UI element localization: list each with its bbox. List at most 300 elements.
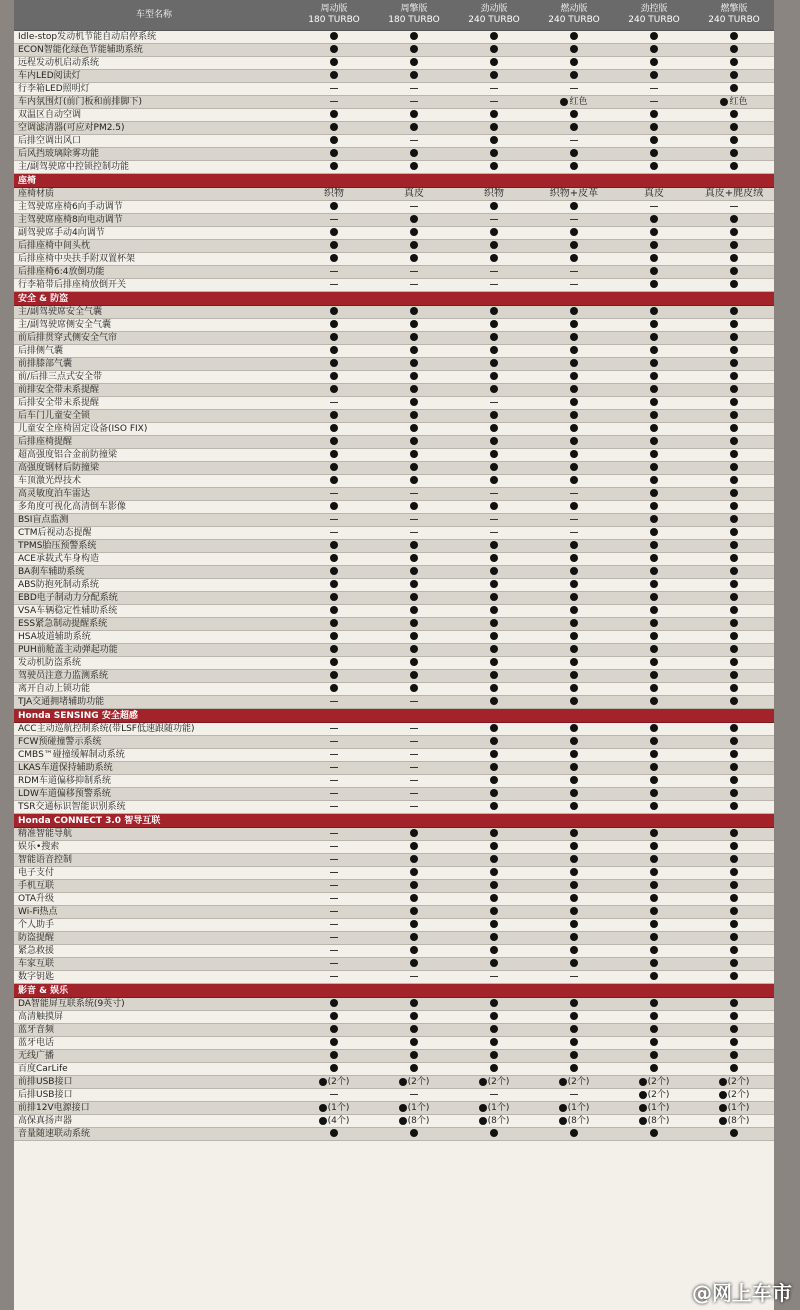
table-row [14, 762, 774, 775]
table-row [14, 306, 774, 319]
feature-value [614, 736, 694, 749]
feature-value [454, 945, 534, 958]
feature-value [374, 514, 454, 527]
feature-value [694, 501, 774, 514]
value-note: (2个) [407, 1076, 430, 1087]
standard-dot-icon [730, 110, 738, 118]
table-row [14, 371, 774, 384]
table-row [14, 423, 774, 436]
value-note: (8个) [567, 1115, 590, 1126]
feature-value [694, 70, 774, 83]
standard-dot-icon [490, 580, 498, 588]
table-row [14, 266, 774, 279]
feature-value [374, 96, 454, 109]
standard-dot-icon [410, 933, 418, 941]
trim-engine: 240 TURBO [628, 15, 680, 25]
standard-dot-icon [490, 868, 498, 876]
feature-value [454, 527, 534, 540]
feature-label: 行李箱带后排座椅放倒开关 [14, 279, 294, 292]
standard-dot-icon [570, 881, 578, 889]
feature-value [294, 553, 374, 566]
feature-value [294, 566, 374, 579]
not-available-dash-icon [490, 101, 498, 102]
not-available-dash-icon [570, 976, 578, 977]
feature-value [534, 1089, 614, 1102]
standard-dot-icon [650, 515, 658, 523]
table-row [14, 57, 774, 70]
standard-dot-icon [330, 437, 338, 445]
not-available-dash-icon [410, 493, 418, 494]
feature-value [454, 1115, 534, 1128]
standard-dot-icon [479, 1078, 487, 1086]
standard-dot-icon [410, 894, 418, 902]
standard-dot-icon [490, 763, 498, 771]
table-row [14, 801, 774, 814]
not-available-dash-icon [330, 976, 338, 977]
not-available-dash-icon [330, 101, 338, 102]
standard-dot-icon [650, 136, 658, 144]
not-available-dash-icon [330, 741, 338, 742]
table-row [14, 527, 774, 540]
feature-label: 紧急救援 [14, 945, 294, 958]
table-row [14, 1050, 774, 1063]
feature-value [294, 971, 374, 984]
standard-dot-icon [410, 254, 418, 262]
feature-value [694, 410, 774, 423]
standard-dot-icon [730, 776, 738, 784]
standard-dot-icon [730, 254, 738, 262]
feature-value [534, 449, 614, 462]
feature-value [374, 449, 454, 462]
standard-dot-icon [490, 697, 498, 705]
feature-value [454, 449, 534, 462]
feature-value [294, 83, 374, 96]
trim-name: 劲动版 [480, 4, 508, 14]
feature-value [374, 397, 454, 410]
feature-value [694, 592, 774, 605]
feature-label: 离开自动上锁功能 [14, 683, 294, 696]
standard-dot-icon [650, 907, 658, 915]
feature-value [694, 618, 774, 631]
feature-value [294, 266, 374, 279]
standard-dot-icon [650, 424, 658, 432]
standard-dot-icon [570, 619, 578, 627]
feature-value [694, 749, 774, 762]
feature-value [694, 644, 774, 657]
trim-engine: 240 TURBO [548, 15, 600, 25]
feature-value [534, 945, 614, 958]
standard-dot-icon [570, 829, 578, 837]
standard-dot-icon [570, 632, 578, 640]
feature-value [694, 161, 774, 174]
feature-value [294, 332, 374, 345]
standard-dot-icon [410, 424, 418, 432]
feature-value [294, 592, 374, 605]
feature-value [614, 1076, 694, 1089]
standard-dot-icon [730, 398, 738, 406]
value-note: 红色 [569, 96, 588, 107]
feature-value [694, 828, 774, 841]
feature-value [614, 148, 694, 161]
feature-value [694, 148, 774, 161]
feature-value [374, 1011, 454, 1024]
standard-dot-icon [650, 1012, 658, 1020]
feature-value [694, 122, 774, 135]
standard-dot-icon [490, 907, 498, 915]
value-note: (2个) [487, 1076, 510, 1087]
feature-value [374, 1089, 454, 1102]
standard-dot-icon [730, 1064, 738, 1072]
table-row [14, 631, 774, 644]
not-available-dash-icon [490, 519, 498, 520]
feature-value [294, 306, 374, 319]
feature-value [374, 723, 454, 736]
standard-dot-icon [330, 385, 338, 393]
feature-value [374, 148, 454, 161]
standard-dot-icon [730, 515, 738, 523]
standard-dot-icon [730, 920, 738, 928]
standard-dot-icon [730, 372, 738, 380]
feature-value [454, 332, 534, 345]
standard-dot-icon [410, 307, 418, 315]
standard-dot-icon [490, 463, 498, 471]
feature-value [614, 1063, 694, 1076]
feature-value [374, 122, 454, 135]
standard-dot-icon [650, 71, 658, 79]
feature-value [614, 371, 694, 384]
standard-dot-icon [490, 959, 498, 967]
feature-value [694, 96, 774, 109]
feature-value [294, 135, 374, 148]
feature-label: 空调滤清器(可应对PM2.5) [14, 122, 294, 135]
feature-label: 主驾驶席座椅6向手动调节 [14, 201, 294, 214]
standard-dot-icon [730, 802, 738, 810]
standard-dot-icon [330, 684, 338, 692]
feature-value [374, 1050, 454, 1063]
not-available-dash-icon [330, 793, 338, 794]
standard-dot-icon [650, 750, 658, 758]
feature-value [614, 266, 694, 279]
standard-dot-icon [410, 567, 418, 575]
standard-dot-icon [730, 476, 738, 484]
feature-value [294, 657, 374, 670]
feature-label: 主/副驾驶席安全气囊 [14, 306, 294, 319]
standard-dot-icon [410, 671, 418, 679]
feature-value [614, 96, 694, 109]
standard-dot-icon [479, 1104, 487, 1112]
table-row [14, 345, 774, 358]
feature-value [374, 801, 454, 814]
standard-dot-icon [410, 907, 418, 915]
table-row [14, 358, 774, 371]
standard-dot-icon [410, 580, 418, 588]
feature-value [614, 319, 694, 332]
section-title: 座椅 [14, 174, 774, 188]
feature-value [374, 266, 454, 279]
feature-value [294, 423, 374, 436]
feature-value [294, 631, 374, 644]
table-row [14, 828, 774, 841]
feature-value [374, 1128, 454, 1141]
standard-dot-icon [650, 1064, 658, 1072]
not-available-dash-icon [330, 754, 338, 755]
not-available-dash-icon [490, 88, 498, 89]
standard-dot-icon [730, 424, 738, 432]
feature-value [294, 736, 374, 749]
standard-dot-icon [570, 1012, 578, 1020]
feature-value [374, 488, 454, 501]
feature-value [614, 670, 694, 683]
not-available-dash-icon [410, 1094, 418, 1095]
feature-value [454, 841, 534, 854]
standard-dot-icon [730, 881, 738, 889]
standard-dot-icon [570, 868, 578, 876]
standard-dot-icon [490, 110, 498, 118]
value-note: (8个) [487, 1115, 510, 1126]
value-note: (2个) [647, 1076, 670, 1087]
feature-value [614, 1089, 694, 1102]
standard-dot-icon [570, 71, 578, 79]
standard-dot-icon [730, 907, 738, 915]
feature-value [454, 1024, 534, 1037]
value-note: (1个) [567, 1102, 590, 1113]
not-available-dash-icon [570, 519, 578, 520]
feature-value [694, 227, 774, 240]
standard-dot-icon [650, 619, 658, 627]
feature-label: 多角度可视化高清倒车影像 [14, 501, 294, 514]
feature-label: 防盗提醒 [14, 932, 294, 945]
standard-dot-icon [490, 776, 498, 784]
standard-dot-icon [650, 567, 658, 575]
feature-value [454, 540, 534, 553]
standard-dot-icon [490, 671, 498, 679]
feature-value [294, 44, 374, 57]
standard-dot-icon [730, 671, 738, 679]
standard-dot-icon [730, 541, 738, 549]
standard-dot-icon [490, 554, 498, 562]
feature-value [454, 319, 534, 332]
table-row [14, 397, 774, 410]
feature-value [534, 696, 614, 709]
feature-value [374, 566, 454, 579]
feature-value [374, 841, 454, 854]
standard-dot-icon [490, 372, 498, 380]
feature-value [294, 540, 374, 553]
standard-dot-icon [570, 776, 578, 784]
feature-value [454, 44, 534, 57]
standard-dot-icon [410, 606, 418, 614]
standard-dot-icon [490, 789, 498, 797]
feature-label: ABS防抱死制动系统 [14, 579, 294, 592]
standard-dot-icon [410, 71, 418, 79]
standard-dot-icon [330, 307, 338, 315]
standard-dot-icon [650, 215, 658, 223]
not-available-dash-icon [330, 728, 338, 729]
feature-label: 前/后排三点式安全带 [14, 371, 294, 384]
not-available-dash-icon [330, 885, 338, 886]
standard-dot-icon [650, 1025, 658, 1033]
standard-dot-icon [650, 320, 658, 328]
feature-label: 驾驶员注意力监测系统 [14, 670, 294, 683]
feature-label: ESS紧急制动提醒系统 [14, 618, 294, 631]
feature-label: 主/副驾驶席侧安全气囊 [14, 319, 294, 332]
not-available-dash-icon [650, 88, 658, 89]
feature-value [454, 423, 534, 436]
standard-dot-icon [319, 1078, 327, 1086]
not-available-dash-icon [490, 493, 498, 494]
table-row [14, 488, 774, 501]
feature-value [614, 1011, 694, 1024]
not-available-dash-icon [650, 206, 658, 207]
standard-dot-icon [490, 476, 498, 484]
table-row [14, 854, 774, 867]
section-header [14, 292, 774, 306]
section-title: 安全 & 防盗 [14, 292, 774, 306]
feature-value [534, 201, 614, 214]
standard-dot-icon [570, 554, 578, 562]
trim-header [694, 0, 774, 31]
value-note: 红色 [729, 96, 748, 107]
standard-dot-icon [650, 580, 658, 588]
standard-dot-icon [730, 450, 738, 458]
standard-dot-icon [570, 946, 578, 954]
standard-dot-icon [730, 149, 738, 157]
not-available-dash-icon [490, 1094, 498, 1095]
standard-dot-icon [650, 254, 658, 262]
feature-value [454, 266, 534, 279]
feature-value [694, 488, 774, 501]
feature-label: 超高强度铝合金前防撞梁 [14, 449, 294, 462]
feature-value [614, 775, 694, 788]
standard-dot-icon [570, 307, 578, 315]
standard-dot-icon [650, 385, 658, 393]
feature-value [534, 148, 614, 161]
feature-value [294, 958, 374, 971]
standard-dot-icon [410, 632, 418, 640]
feature-value [694, 788, 774, 801]
feature-value [454, 201, 534, 214]
feature-value [454, 345, 534, 358]
feature-value [454, 788, 534, 801]
feature-value [694, 423, 774, 436]
feature-value [534, 566, 614, 579]
table-row [14, 1063, 774, 1076]
feature-value [694, 31, 774, 44]
standard-dot-icon [330, 110, 338, 118]
standard-dot-icon [570, 580, 578, 588]
table-row [14, 96, 774, 109]
feature-value [294, 1089, 374, 1102]
standard-dot-icon [570, 802, 578, 810]
standard-dot-icon [570, 437, 578, 445]
trim-header [294, 0, 374, 31]
standard-dot-icon [410, 215, 418, 223]
feature-label: 百度CarLife [14, 1063, 294, 1076]
standard-dot-icon [570, 1051, 578, 1059]
feature-value [454, 227, 534, 240]
feature-value [374, 880, 454, 893]
trim-name: 燃动版 [560, 4, 588, 14]
feature-value [694, 605, 774, 618]
feature-value [454, 1037, 534, 1050]
value-note: (1个) [327, 1102, 350, 1113]
standard-dot-icon [639, 1078, 647, 1086]
feature-value [614, 306, 694, 319]
standard-dot-icon [490, 320, 498, 328]
standard-dot-icon [330, 554, 338, 562]
feature-value [534, 749, 614, 762]
standard-dot-icon [410, 398, 418, 406]
feature-value [374, 788, 454, 801]
feature-value [694, 893, 774, 906]
standard-dot-icon [410, 829, 418, 837]
feature-value [534, 971, 614, 984]
feature-value [694, 83, 774, 96]
standard-dot-icon [730, 946, 738, 954]
feature-value [374, 501, 454, 514]
standard-dot-icon [490, 450, 498, 458]
feature-value [694, 919, 774, 932]
feature-value [294, 801, 374, 814]
feature-value [534, 410, 614, 423]
not-available-dash-icon [490, 976, 498, 977]
feature-value [454, 122, 534, 135]
standard-dot-icon [410, 1051, 418, 1059]
feature-value [614, 605, 694, 618]
standard-dot-icon [399, 1078, 407, 1086]
standard-dot-icon [410, 881, 418, 889]
feature-value [694, 696, 774, 709]
feature-value [374, 527, 454, 540]
feature-value [694, 214, 774, 227]
standard-dot-icon [410, 149, 418, 157]
standard-dot-icon [490, 502, 498, 510]
feature-label: 车内LED阅读灯 [14, 70, 294, 83]
table-row [14, 227, 774, 240]
table-row [14, 122, 774, 135]
standard-dot-icon [570, 254, 578, 262]
table-row [14, 1037, 774, 1050]
feature-value [694, 109, 774, 122]
feature-value [294, 670, 374, 683]
feature-value [374, 227, 454, 240]
standard-dot-icon [490, 228, 498, 236]
value-note: (1个) [647, 1102, 670, 1113]
section-header [14, 984, 774, 998]
feature-value [694, 670, 774, 683]
feature-value [454, 854, 534, 867]
feature-value [454, 135, 534, 148]
feature-value [454, 618, 534, 631]
feature-value [374, 475, 454, 488]
standard-dot-icon [330, 162, 338, 170]
standard-dot-icon [730, 333, 738, 341]
standard-dot-icon [410, 868, 418, 876]
standard-dot-icon [650, 489, 658, 497]
not-available-dash-icon [570, 219, 578, 220]
standard-dot-icon [490, 933, 498, 941]
header-row [14, 0, 774, 31]
table-row [14, 867, 774, 880]
standard-dot-icon [650, 593, 658, 601]
standard-dot-icon [730, 84, 738, 92]
standard-dot-icon [650, 606, 658, 614]
not-available-dash-icon [410, 101, 418, 102]
not-available-dash-icon [570, 493, 578, 494]
standard-dot-icon [570, 162, 578, 170]
standard-dot-icon [490, 1025, 498, 1033]
standard-dot-icon [650, 684, 658, 692]
